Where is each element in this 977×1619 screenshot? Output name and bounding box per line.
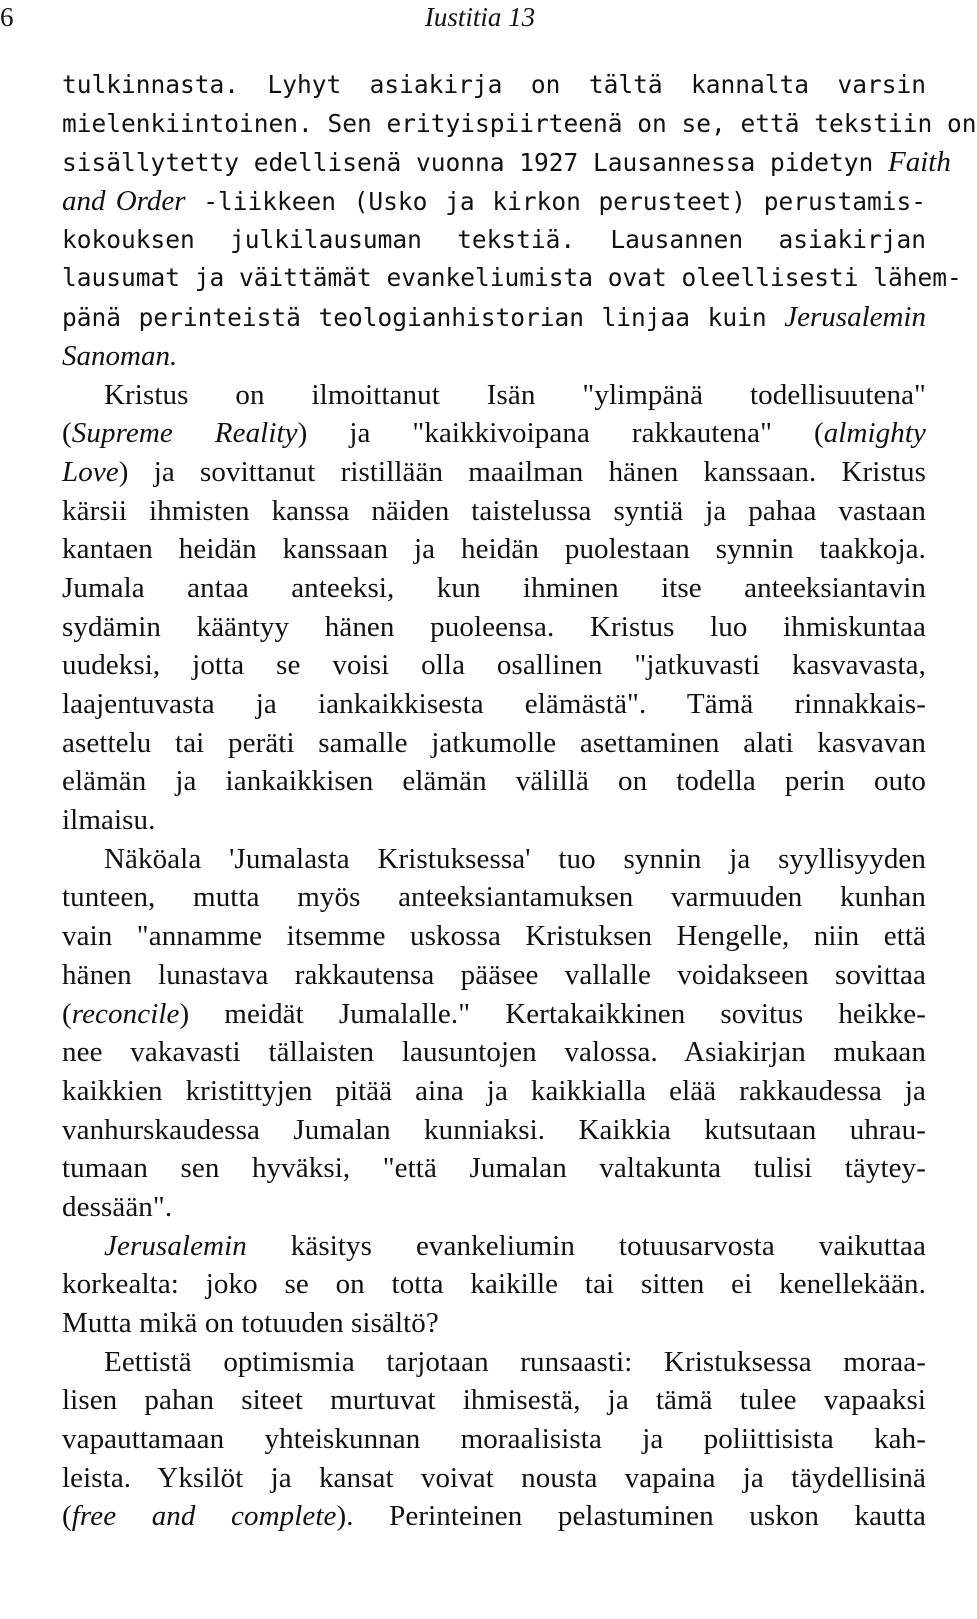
text-line: kantaen heidän kanssaan ja heidän puolestaan synnin taakkoja. [62,533,926,566]
text-line: tulkinnasta. Lyhyt asiakirja on tältä kannalta varsin [62,70,926,99]
running-head: Iustitia 13 [424,2,536,32]
text-line: Eettistä optimismia tarjotaan runsaasti: Kristuksessa moraa- [104,1345,926,1378]
text-line: laajentuvasta ja iankaikkisesta elämästä". Tämä rinnakkais- [62,688,926,720]
text-line: (reconcile) meidät Jumalalle." Kertakaikkinen sovitus heikke- [62,997,926,1030]
text-line: korkealta: joko se on totta kaikille tai sitten ei kenellekään. [62,1268,926,1301]
text-line: tunteen, mutta myös anteeksiantamuksen varmuuden kunhan [62,881,926,914]
page-number: 6 [0,2,14,32]
text-line: kokouksen julkilausuman tekstiä. Lausannen asiakirjan [62,224,926,254]
text-line: vanhurskaudessa Jumalan kunniaksi. Kaikkia kutsutaan uhrau- [62,1113,926,1146]
text-line: Mutta mikä on totuuden sisältö? [62,1307,439,1339]
text-line: sisällytetty edellisenä vuonna 1927 Lausannessa pidetyn Faith [62,146,951,179]
text-line: (Supreme Reality) ja "kaikkivoipana rakkautena" (almighty [62,417,926,450]
text-line: hänen lunastava rakkautensa pääsee vallalle voidakseen sovittaa [62,958,926,991]
text-line: Kristus on ilmoittanut Isän "ylimpänä todellisuutena" [104,378,926,411]
text-line: vapauttamaan yhteiskunnan moraalisista ja poliittisista kah- [62,1423,926,1456]
text-line: nee vakavasti tällaisten lausuntojen valossa. Asiakirjan mukaan [62,1036,926,1069]
text-line: and Order -liikkeen (Usko ja kirkon perusteet) perustamis- [62,185,926,218]
text-line: lausumat ja väittämät evankeliumista ovat oleellisesti lähem- [62,263,962,293]
text-line: lisen pahan siteet murtuvat ihmisestä, ja tämä tulee vapaaksi [62,1384,926,1417]
text-line: kaikkien kristittyjen pitää aina ja kaikkialla elää rakkaudessa ja [62,1074,926,1107]
text-line: leista. Yksilöt ja kansat voivat nousta vapaina ja täydellisinä [62,1461,926,1494]
text-line: pänä perinteistä teologianhistorian linjaa kuin Jerusalemin [62,301,926,334]
text-line: vain "annamme itsemme uskossa Kristuksen Hengelle, niin että [62,920,926,953]
page-header [0,0,960,40]
text-line: Sanoman. [62,339,178,372]
text-line: kärsii ihmisten kanssa näiden taistelussa syntiä ja pahaa vastaan [62,494,926,527]
text-line: Love) ja sovittanut ristillään maailman hänen kanssaan. Kristus [62,455,926,488]
text-line: Jerusalemin käsitys evankeliumin totuusarvosta vaikuttaa [104,1229,926,1262]
text-line: Jumala antaa anteeksi, kun ihminen itse anteeksiantavin [62,571,926,604]
text-line: uudeksi, jotta se voisi olla osallinen "jatkuvasti kasvavasta, [62,649,926,682]
text-line: Näköala 'Jumalasta Kristuksessa' tuo synnin ja syyllisyyden [104,842,926,875]
text-line: mielenkiintoinen. Sen erityispiirteenä on se, että tekstiin on [62,108,977,138]
text-line: asettelu tai peräti samalle jatkumolle asettaminen alati kasvavan [62,726,926,759]
text-line: ilmaisu. [62,804,156,837]
text-line: (free and complete). Perinteinen pelastuminen uskon kautta [62,1500,926,1533]
text-line: elämän ja iankaikkisen elämän välillä on todella perin outo [62,765,926,798]
text-line: dessään". [62,1190,173,1223]
text-line: sydämin kääntyy hänen puoleensa. Kristus luo ihmiskuntaa [62,610,926,643]
text-line: tumaan sen hyväksi, "että Jumalan valtakunta tulisi täytey- [62,1152,926,1185]
body-text [62,66,977,1536]
